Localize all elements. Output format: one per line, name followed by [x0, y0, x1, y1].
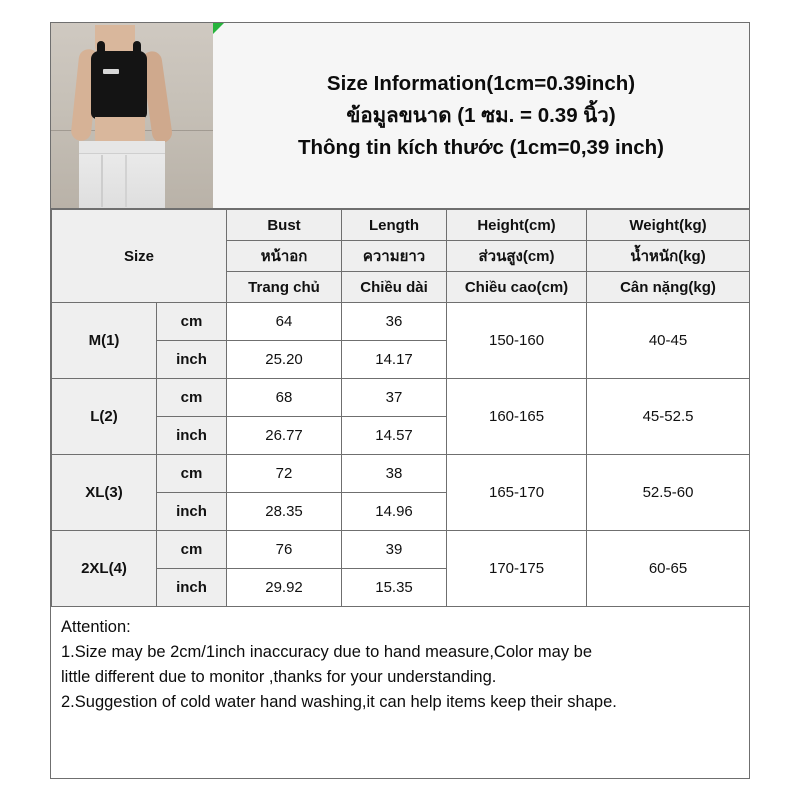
table-row: [52, 455, 750, 493]
col-header-bust-th: หน้าอก: [227, 241, 342, 272]
row-size-label-xl: XL(3): [52, 455, 157, 531]
size-chart-card: [50, 22, 750, 779]
row-size-label-l: L(2): [52, 379, 157, 455]
col-header-weight-vi: Cân nặng(kg): [587, 272, 750, 303]
unit-cm-2xl: cm: [157, 531, 227, 569]
height-2xl: 170-175: [447, 531, 587, 607]
length-inch-2xl: 15.35: [342, 569, 447, 607]
title-line-th: ข้อมูลขนาด (1 ซม. = 0.39 นิ้ว): [346, 103, 616, 127]
bust-inch-l: 26.77: [227, 417, 342, 455]
size-table: [51, 209, 750, 607]
table-header-row-en: [52, 210, 750, 241]
height-l: 160-165: [447, 379, 587, 455]
weight-2xl: 60-65: [587, 531, 750, 607]
col-header-height-vi: Chiều cao(cm): [447, 272, 587, 303]
table-row: [52, 303, 750, 341]
bust-cm-xl: 72: [227, 455, 342, 493]
attention-line-3: 2.Suggestion of cold water hand washing,it can help items keep their shape.: [61, 693, 617, 711]
col-header-length-en: Length: [342, 210, 447, 241]
bust-inch-m: 25.20: [227, 341, 342, 379]
col-header-height-th: ส่วนสูง(cm): [447, 241, 587, 272]
table-row: [52, 379, 750, 417]
title-block: [213, 23, 749, 208]
unit-cm-l: cm: [157, 379, 227, 417]
weight-l: 45-52.5: [587, 379, 750, 455]
length-inch-m: 14.17: [342, 341, 447, 379]
col-header-weight-th: น้ำหนัก(kg): [587, 241, 750, 272]
length-cm-l: 37: [342, 379, 447, 417]
unit-inch-m: inch: [157, 341, 227, 379]
col-header-length-th: ความยาว: [342, 241, 447, 272]
attention-line-1: 1.Size may be 2cm/1inch inaccuracy due to hand measure,Color may be: [61, 643, 593, 661]
unit-cm-xl: cm: [157, 455, 227, 493]
length-cm-xl: 38: [342, 455, 447, 493]
unit-inch-l: inch: [157, 417, 227, 455]
product-photo: [51, 23, 213, 208]
col-header-height-en: Height(cm): [447, 210, 587, 241]
table-row: [52, 531, 750, 569]
unit-inch-xl: inch: [157, 493, 227, 531]
length-inch-xl: 14.96: [342, 493, 447, 531]
unit-cm-m: cm: [157, 303, 227, 341]
size-header-cell: Size: [52, 210, 227, 303]
unit-inch-2xl: inch: [157, 569, 227, 607]
col-header-weight-en: Weight(kg): [587, 210, 750, 241]
bust-cm-m: 64: [227, 303, 342, 341]
bust-cm-l: 68: [227, 379, 342, 417]
title-line-en: Size Information(1cm=0.39inch): [326, 71, 636, 95]
length-cm-m: 36: [342, 303, 447, 341]
green-corner-marker-icon: [213, 23, 224, 34]
weight-m: 40-45: [587, 303, 750, 379]
attention-block: [51, 607, 749, 778]
attention-line-2: little different due to monitor ,thanks for your understanding.: [61, 668, 497, 686]
col-header-bust-vi: Trang chủ: [227, 272, 342, 303]
bust-inch-2xl: 29.92: [227, 569, 342, 607]
title-line-vi: Thông tin kích thước (1cm=0,39 inch): [297, 135, 665, 159]
row-size-label-2xl: 2XL(4): [52, 531, 157, 607]
height-xl: 165-170: [447, 455, 587, 531]
height-m: 150-160: [447, 303, 587, 379]
col-header-length-vi: Chiều dài: [342, 272, 447, 303]
weight-xl: 52.5-60: [587, 455, 750, 531]
bust-inch-xl: 28.35: [227, 493, 342, 531]
row-size-label-m: M(1): [52, 303, 157, 379]
col-header-bust-en: Bust: [227, 210, 342, 241]
length-cm-2xl: 39: [342, 531, 447, 569]
attention-heading: Attention:: [61, 618, 131, 636]
bust-cm-2xl: 76: [227, 531, 342, 569]
length-inch-l: 14.57: [342, 417, 447, 455]
header: [51, 23, 749, 209]
